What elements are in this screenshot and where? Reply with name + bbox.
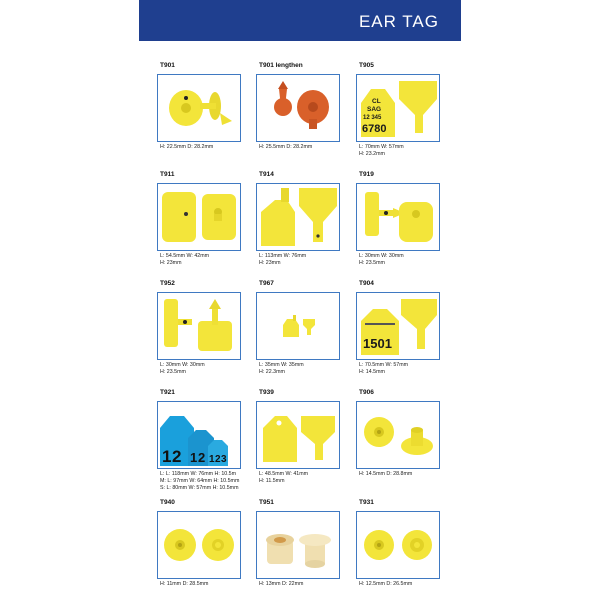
product-code: T904 xyxy=(359,280,374,287)
product-code: T967 xyxy=(259,280,274,287)
product-code: T940 xyxy=(160,499,175,506)
product-image-frame xyxy=(157,292,241,360)
product-specs: L: L: 118mm W: 76mm H: 10.5m M: L: 97mm W: 64mm H: 10.5mm S: L: 80mm W: 57mm H: 10.5mm xyxy=(160,471,240,491)
cream-round-tag-icon xyxy=(257,512,339,578)
product-code: T939 xyxy=(259,389,274,396)
square-stud-tag-icon xyxy=(158,293,240,359)
svg-text:3: 3 xyxy=(221,454,227,465)
svg-text:1: 1 xyxy=(209,454,215,465)
numbered-flag-tag-icon xyxy=(357,293,439,359)
product-code: T905 xyxy=(359,62,374,69)
product-specs: L: 30mm W: 30mm H: 23.5mm xyxy=(160,362,205,375)
orange-button-tag-icon xyxy=(257,75,339,141)
yellow-round-button-tag-icon xyxy=(158,75,240,141)
product-code: T914 xyxy=(259,171,274,178)
round-button-pair-icon xyxy=(357,512,439,578)
product-specs: L: 30mm W: 30mm H: 23.5mm xyxy=(359,253,404,266)
mini-flag-tag-icon xyxy=(257,293,339,359)
product-code: T901 xyxy=(160,62,175,69)
round-flat-tag-icon xyxy=(158,512,240,578)
rounded-square-tag-icon xyxy=(158,184,240,250)
product-code: T921 xyxy=(160,389,175,396)
product-specs: L: 113mm W: 76mm H: 23mm xyxy=(259,253,307,266)
page-title: EAR TAG xyxy=(358,12,439,31)
svg-text:2: 2 xyxy=(198,450,206,465)
svg-text:CL: CL xyxy=(372,98,381,105)
product-image-frame xyxy=(256,74,340,142)
wide-flag-tag-icon xyxy=(257,402,339,468)
product-specs: H: 14.5mm D: 28.8mm xyxy=(359,471,413,477)
blue-triple-tag-icon xyxy=(158,402,240,468)
product-specs: H: 13mm D: 22mm xyxy=(259,581,304,587)
svg-text:2: 2 xyxy=(215,454,221,465)
product-specs: H: 25.5mm D: 28.2mm xyxy=(259,144,313,150)
product-specs: L: 54.5mm W: 42mm H: 23mm xyxy=(160,253,210,266)
product-code: T901 lengthen xyxy=(259,62,303,69)
product-image-frame xyxy=(356,292,440,360)
product-specs: H: 11mm D: 28.5mm xyxy=(160,581,209,587)
svg-text:1: 1 xyxy=(190,450,198,465)
product-code: T919 xyxy=(359,171,374,178)
product-code: T931 xyxy=(359,499,374,506)
round-disc-tag-icon xyxy=(357,402,439,468)
product-code: T911 xyxy=(160,171,175,178)
product-code: T906 xyxy=(359,389,374,396)
product-image-frame xyxy=(256,292,340,360)
product-code: T952 xyxy=(160,280,175,287)
svg-text:2: 2 xyxy=(172,447,182,466)
svg-text:SAG: SAG xyxy=(367,106,382,113)
product-code: T951 xyxy=(259,499,274,506)
printed-flag-tag-icon xyxy=(357,75,439,141)
small-square-tag-icon xyxy=(357,184,439,250)
product-image-frame xyxy=(356,511,440,579)
product-image-frame xyxy=(256,183,340,251)
large-flag-tag-icon xyxy=(257,184,339,250)
svg-text:1: 1 xyxy=(162,447,172,466)
product-specs: L: 35mm W: 35mm H: 22.3mm xyxy=(259,362,304,375)
svg-text:1501: 1501 xyxy=(363,336,392,351)
product-image-frame xyxy=(256,511,340,579)
product-image-frame xyxy=(356,74,440,142)
product-image-frame xyxy=(256,401,340,469)
product-image-frame xyxy=(356,183,440,251)
svg-text:12 345: 12 345 xyxy=(363,115,382,121)
product-image-frame xyxy=(157,183,241,251)
product-specs: L: 70mm W: 57mm H: 23.2mm xyxy=(359,144,404,157)
product-image-frame xyxy=(157,401,241,469)
product-specs: H: 12.5mm D: 26.5mm xyxy=(359,581,413,587)
product-image-frame xyxy=(157,74,241,142)
product-specs: H: 22.5mm D: 28.2mm xyxy=(160,144,214,150)
product-specs: L: 70.5mm W: 57mm H: 14.5mm xyxy=(359,362,409,375)
product-specs: L: 48.5mm W: 41mm H: 11.5mm xyxy=(259,471,309,484)
product-image-frame xyxy=(356,401,440,469)
svg-text:6780: 6780 xyxy=(362,123,387,135)
product-image-frame xyxy=(157,511,241,579)
header-banner xyxy=(139,0,461,41)
